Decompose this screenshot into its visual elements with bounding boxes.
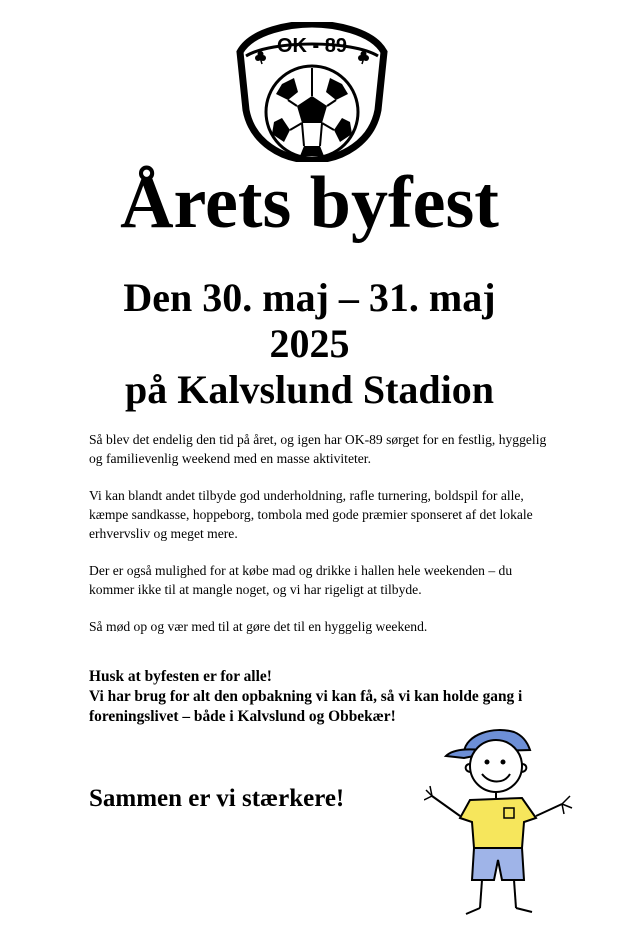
date-range: Den 30. maj – 31. maj	[123, 275, 496, 320]
club-logo	[232, 22, 392, 162]
event-dates	[0, 275, 619, 413]
paragraph: Vi kan blandt andet tilbyde god underholdning, rafle turnering, boldspil for alle, kæmpe sandkasse, hoppeborg, tombola med gode præmier sponseret af det lokale erhvervsliv og meget mere.	[89, 488, 533, 541]
paragraph: Der er også mulighed for at købe mad og drikke i hallen hele weekenden – du kommer ikke til at mangle noget, og vi har rigeligt at tilbyde.	[89, 563, 513, 597]
paragraph: Så blev det endelig den tid på året, og igen har OK-89 sørget for en festlig, hyggelig og familievenlig weekend med en masse aktiviteter.	[89, 432, 547, 466]
football-icon	[266, 66, 358, 158]
page-title: Årets byfest	[120, 162, 499, 244]
event-year: 2025	[269, 321, 350, 366]
reminder-block	[89, 667, 529, 727]
reminder-line: Vi har brug for alt den opbakning vi kan få, så vi kan holde gang i foreningslivet – både i Kalvslund og Obbekær!	[89, 688, 523, 725]
paragraph: Så mød op og vær med til at gøre det til en hyggelig weekend.	[89, 619, 428, 634]
kid-illustration	[424, 722, 574, 922]
slogan: Sammen er vi stærkere!	[89, 785, 345, 812]
logo-text: OK - 89	[276, 35, 348, 57]
event-location: på Kalvslund Stadion	[124, 367, 495, 412]
reminder-line: Husk at byfesten er for alle!	[89, 668, 272, 685]
body-text	[89, 430, 559, 654]
